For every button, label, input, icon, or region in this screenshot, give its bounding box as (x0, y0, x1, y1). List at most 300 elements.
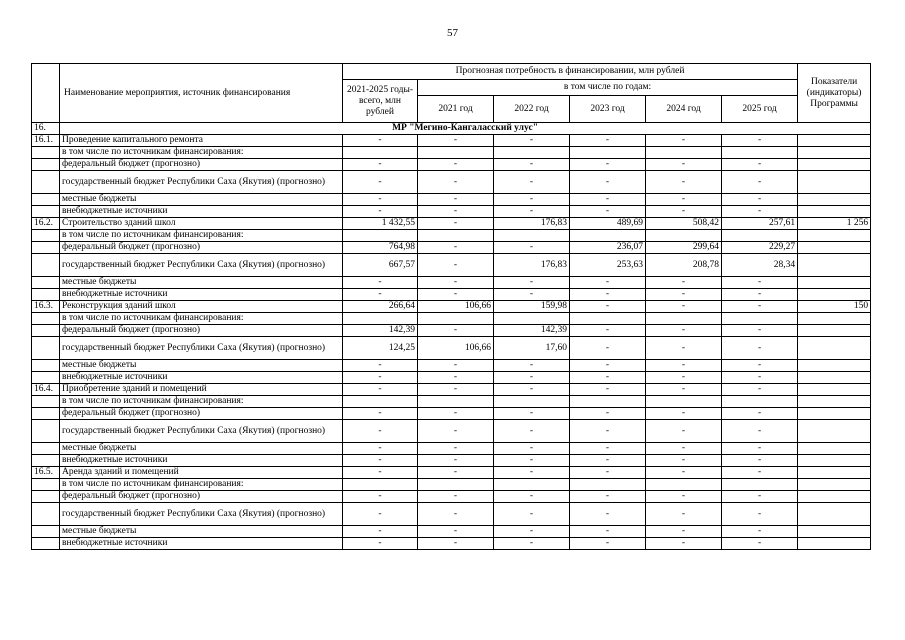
row-number (32, 194, 60, 206)
value-indicator (798, 242, 871, 254)
value-indicator (798, 455, 871, 467)
value-total (343, 313, 418, 325)
value-total: 266,64 (343, 301, 418, 313)
value-2024: - (646, 159, 722, 171)
value-2024: - (646, 171, 722, 194)
table-row (32, 408, 871, 420)
table-row (32, 230, 871, 242)
value-total: - (343, 467, 418, 479)
value-2024: - (646, 408, 722, 420)
value-2022: - (494, 526, 570, 538)
value-indicator (798, 396, 871, 408)
value-2023: - (570, 372, 646, 384)
value-2022 (494, 479, 570, 491)
table-row (32, 289, 871, 301)
value-2022: 159,98 (494, 301, 570, 313)
value-2025: - (722, 277, 798, 289)
row-number (32, 372, 60, 384)
row-number (32, 325, 60, 337)
table-row (32, 479, 871, 491)
value-2022: 176,83 (494, 218, 570, 230)
value-2024: - (646, 194, 722, 206)
row-number (32, 408, 60, 420)
value-total: - (343, 455, 418, 467)
row-name: федеральный бюджет (прогнозно) (60, 408, 343, 420)
row-number (32, 455, 60, 467)
value-total (343, 479, 418, 491)
table-body (32, 123, 871, 550)
value-2023: - (570, 503, 646, 526)
value-indicator (798, 171, 871, 194)
value-2025: - (722, 325, 798, 337)
value-total: 667,57 (343, 254, 418, 277)
value-2023: 253,63 (570, 254, 646, 277)
value-2024: - (646, 289, 722, 301)
header-year-2022: 2022 год (494, 96, 570, 123)
row-number (32, 171, 60, 194)
value-2024 (646, 396, 722, 408)
value-indicator (798, 408, 871, 420)
value-indicator (798, 526, 871, 538)
value-indicator (798, 479, 871, 491)
table-row (32, 218, 871, 230)
row-number (32, 313, 60, 325)
value-2021: - (418, 455, 494, 467)
value-2024: - (646, 360, 722, 372)
value-2021 (418, 479, 494, 491)
value-2024: - (646, 384, 722, 396)
value-2025 (722, 230, 798, 242)
value-2024: - (646, 337, 722, 360)
value-2025: - (722, 360, 798, 372)
table-row (32, 360, 871, 372)
value-2025: - (722, 455, 798, 467)
value-2025 (722, 147, 798, 159)
table-row (32, 384, 871, 396)
row-name: местные бюджеты (60, 360, 343, 372)
value-2023: - (570, 135, 646, 147)
value-total: - (343, 526, 418, 538)
section-row (32, 123, 871, 135)
row-number (32, 147, 60, 159)
row-name: государственный бюджет Республики Саха (Якутия) (прогнозно) (60, 171, 343, 194)
value-2023: - (570, 420, 646, 443)
value-2022: - (494, 242, 570, 254)
value-2021: - (418, 491, 494, 503)
value-2022: - (494, 455, 570, 467)
row-name: Реконструкция зданий школ (60, 301, 343, 313)
value-2023 (570, 230, 646, 242)
value-2022: - (494, 206, 570, 218)
page-number: 57 (447, 27, 458, 39)
value-total: - (343, 491, 418, 503)
value-2025 (722, 479, 798, 491)
header-total-col: 2021-2025 годы- всего, млн рублей (343, 80, 418, 123)
value-2021: 106,66 (418, 301, 494, 313)
row-name: федеральный бюджет (прогнозно) (60, 242, 343, 254)
value-total: - (343, 194, 418, 206)
value-2021: - (418, 467, 494, 479)
value-2023: - (570, 408, 646, 420)
value-indicator (798, 491, 871, 503)
table-row (32, 420, 871, 443)
value-2021: - (418, 325, 494, 337)
value-2021: - (418, 384, 494, 396)
value-2023: - (570, 171, 646, 194)
value-2022: - (494, 408, 570, 420)
row-number (32, 396, 60, 408)
value-2025: - (722, 289, 798, 301)
value-2021: - (418, 242, 494, 254)
value-2025: - (722, 491, 798, 503)
row-number (32, 360, 60, 372)
value-2024: 508,42 (646, 218, 722, 230)
value-total: - (343, 289, 418, 301)
value-2025 (722, 313, 798, 325)
value-indicator (798, 372, 871, 384)
table-row (32, 325, 871, 337)
value-indicator (798, 503, 871, 526)
value-2023: - (570, 277, 646, 289)
value-indicator (798, 147, 871, 159)
row-name: Аренда зданий и помещений (60, 467, 343, 479)
value-indicator (798, 313, 871, 325)
value-2025: - (722, 408, 798, 420)
row-name: внебюджетные источники (60, 372, 343, 384)
value-indicator: 1 256 (798, 218, 871, 230)
value-2021: - (418, 420, 494, 443)
value-2022: - (494, 171, 570, 194)
value-2024 (646, 147, 722, 159)
row-number (32, 277, 60, 289)
value-2024: - (646, 443, 722, 455)
row-name: местные бюджеты (60, 194, 343, 206)
value-2024: - (646, 491, 722, 503)
table-row (32, 171, 871, 194)
value-total: - (343, 277, 418, 289)
value-2025: - (722, 503, 798, 526)
value-2021: - (418, 360, 494, 372)
value-total (343, 147, 418, 159)
value-2025: - (722, 159, 798, 171)
table-row (32, 313, 871, 325)
value-2022: - (494, 491, 570, 503)
value-2025: - (722, 171, 798, 194)
value-2022: - (494, 538, 570, 550)
row-name: Строительство зданий школ (60, 218, 343, 230)
row-name: в том числе по источникам финансирования: (60, 147, 343, 159)
value-total: - (343, 360, 418, 372)
row-name: внебюджетные источники (60, 206, 343, 218)
row-name: в том числе по источникам финансирования: (60, 479, 343, 491)
value-total: 764,98 (343, 242, 418, 254)
value-2024: - (646, 526, 722, 538)
value-2021: - (418, 277, 494, 289)
value-2024: - (646, 420, 722, 443)
row-number: 16.4. (32, 384, 60, 396)
value-2024: - (646, 301, 722, 313)
header-num-col (32, 64, 60, 123)
value-2021: - (418, 254, 494, 277)
table-row (32, 538, 871, 550)
value-2022: - (494, 135, 570, 147)
value-2021: - (418, 289, 494, 301)
value-2023: - (570, 194, 646, 206)
value-2025: - (722, 384, 798, 396)
value-2025: - (722, 443, 798, 455)
value-2022: - (494, 503, 570, 526)
value-2022 (494, 147, 570, 159)
row-number (32, 242, 60, 254)
row-number (32, 479, 60, 491)
value-2023: 489,69 (570, 218, 646, 230)
value-total: 142,39 (343, 325, 418, 337)
value-2024: - (646, 538, 722, 550)
value-indicator (798, 194, 871, 206)
header-year-2023: 2023 год (570, 96, 646, 123)
table-row (32, 194, 871, 206)
row-name: федеральный бюджет (прогнозно) (60, 491, 343, 503)
table-row (32, 135, 871, 147)
value-2021: - (418, 171, 494, 194)
value-2022: 17,60 (494, 337, 570, 360)
value-2022: - (494, 443, 570, 455)
row-name: внебюджетные источники (60, 289, 343, 301)
value-2022 (494, 396, 570, 408)
value-2024 (646, 479, 722, 491)
table-row (32, 337, 871, 360)
row-name: государственный бюджет Республики Саха (Якутия) (прогнозно) (60, 254, 343, 277)
value-2023 (570, 479, 646, 491)
value-indicator (798, 159, 871, 171)
row-number: 16.3. (32, 301, 60, 313)
value-2023: - (570, 325, 646, 337)
header-indicators-col: Показатели (индикаторы) Программы (798, 64, 871, 123)
row-number (32, 526, 60, 538)
value-2022: - (494, 277, 570, 289)
row-number (32, 491, 60, 503)
row-number (32, 230, 60, 242)
row-number (32, 206, 60, 218)
value-2023: - (570, 301, 646, 313)
value-2021: - (418, 408, 494, 420)
value-total (343, 230, 418, 242)
value-total: 1 432,55 (343, 218, 418, 230)
value-total: - (343, 206, 418, 218)
value-total: - (343, 135, 418, 147)
value-2024: - (646, 277, 722, 289)
value-2021: - (418, 218, 494, 230)
value-2025: - (722, 420, 798, 443)
value-indicator (798, 325, 871, 337)
section-number: 16. (32, 123, 60, 135)
row-number (32, 254, 60, 277)
value-2025: - (722, 206, 798, 218)
value-2025 (722, 396, 798, 408)
value-2025: 229,27 (722, 242, 798, 254)
value-2022: 142,39 (494, 325, 570, 337)
table-row (32, 443, 871, 455)
value-total: - (343, 159, 418, 171)
value-indicator (798, 420, 871, 443)
value-indicator (798, 443, 871, 455)
value-2023: - (570, 491, 646, 503)
table-row (32, 301, 871, 313)
value-2023: - (570, 360, 646, 372)
row-name: в том числе по источникам финансирования: (60, 396, 343, 408)
table-row (32, 254, 871, 277)
row-name: Приобретение зданий и помещений (60, 384, 343, 396)
table-row (32, 491, 871, 503)
value-total: - (343, 372, 418, 384)
value-2023 (570, 147, 646, 159)
value-2024: - (646, 135, 722, 147)
value-2022 (494, 230, 570, 242)
value-2025: - (722, 538, 798, 550)
value-indicator (798, 384, 871, 396)
row-number: 16.2. (32, 218, 60, 230)
value-total: - (343, 503, 418, 526)
value-2023: - (570, 467, 646, 479)
value-indicator (798, 230, 871, 242)
value-2021: - (418, 372, 494, 384)
value-total: - (343, 171, 418, 194)
value-2021 (418, 313, 494, 325)
value-indicator (798, 277, 871, 289)
table-row (32, 467, 871, 479)
value-total: - (343, 420, 418, 443)
table-row (32, 147, 871, 159)
value-indicator (798, 337, 871, 360)
value-2022: 176,83 (494, 254, 570, 277)
value-indicator (798, 254, 871, 277)
row-number (32, 503, 60, 526)
value-2025: - (722, 337, 798, 360)
value-2024: - (646, 503, 722, 526)
value-2025: - (722, 526, 798, 538)
value-2022: - (494, 289, 570, 301)
table-row (32, 277, 871, 289)
row-number: 16.5. (32, 467, 60, 479)
table-header (32, 64, 871, 123)
value-2024 (646, 230, 722, 242)
value-2023 (570, 396, 646, 408)
table-row (32, 372, 871, 384)
table-row (32, 455, 871, 467)
value-2021: - (418, 135, 494, 147)
value-2021: 106,66 (418, 337, 494, 360)
row-name: в том числе по источникам финансирования: (60, 230, 343, 242)
value-total: - (343, 538, 418, 550)
value-2023 (570, 313, 646, 325)
value-total: - (343, 408, 418, 420)
value-total: - (343, 384, 418, 396)
value-2023: - (570, 538, 646, 550)
value-2023: - (570, 526, 646, 538)
table-row (32, 503, 871, 526)
row-name: федеральный бюджет (прогнозно) (60, 159, 343, 171)
value-2021: - (418, 159, 494, 171)
row-name: государственный бюджет Республики Саха (Якутия) (прогнозно) (60, 420, 343, 443)
value-2023: - (570, 289, 646, 301)
value-2021: - (418, 503, 494, 526)
row-number (32, 420, 60, 443)
value-2024: - (646, 325, 722, 337)
value-indicator (798, 289, 871, 301)
value-2024: - (646, 206, 722, 218)
value-2021 (418, 147, 494, 159)
row-name: внебюджетные источники (60, 538, 343, 550)
row-number (32, 443, 60, 455)
row-name: местные бюджеты (60, 443, 343, 455)
value-2022: - (494, 194, 570, 206)
value-2021: - (418, 538, 494, 550)
value-indicator (798, 360, 871, 372)
value-2023: - (570, 337, 646, 360)
value-2022 (494, 313, 570, 325)
financing-table (31, 63, 871, 550)
value-2021: - (418, 194, 494, 206)
row-name: в том числе по источникам финансирования: (60, 313, 343, 325)
table-row (32, 242, 871, 254)
value-2022: - (494, 420, 570, 443)
row-number: 16.1. (32, 135, 60, 147)
value-total: 124,25 (343, 337, 418, 360)
header-subgroup: в том числе по годам: (418, 80, 798, 96)
value-2025: - (722, 372, 798, 384)
row-number (32, 159, 60, 171)
table-row (32, 206, 871, 218)
value-2025: - (722, 467, 798, 479)
value-2021: - (418, 206, 494, 218)
row-name: федеральный бюджет (прогнозно) (60, 325, 343, 337)
value-2023: 236,07 (570, 242, 646, 254)
table-row (32, 396, 871, 408)
row-number (32, 289, 60, 301)
table-row (32, 159, 871, 171)
value-2023: - (570, 455, 646, 467)
value-indicator (798, 135, 871, 147)
header-year-2025: 2025 год (722, 96, 798, 123)
header-group-title: Прогнозная потребность в финансировании, млн рублей (343, 64, 798, 80)
row-name: местные бюджеты (60, 526, 343, 538)
header-year-2024: 2024 год (646, 96, 722, 123)
value-2025: 257,61 (722, 218, 798, 230)
section-title: МР "Мегино-Кангаласский улус" (60, 123, 871, 135)
value-2023: - (570, 206, 646, 218)
value-2023: - (570, 443, 646, 455)
value-2025: - (722, 135, 798, 147)
value-2022: - (494, 467, 570, 479)
value-2025: - (722, 194, 798, 206)
value-indicator (798, 467, 871, 479)
value-indicator: 150 (798, 301, 871, 313)
value-2024: - (646, 455, 722, 467)
table-row (32, 526, 871, 538)
header-year-2021: 2021 год (418, 96, 494, 123)
row-name: внебюджетные источники (60, 455, 343, 467)
value-2025: 28,34 (722, 254, 798, 277)
value-2021 (418, 230, 494, 242)
value-2024: 299,64 (646, 242, 722, 254)
value-2021: - (418, 443, 494, 455)
value-2021 (418, 396, 494, 408)
value-2024: - (646, 467, 722, 479)
value-2023: - (570, 159, 646, 171)
row-name: государственный бюджет Республики Саха (Якутия) (прогнозно) (60, 503, 343, 526)
value-2025: - (722, 301, 798, 313)
value-2022: - (494, 384, 570, 396)
